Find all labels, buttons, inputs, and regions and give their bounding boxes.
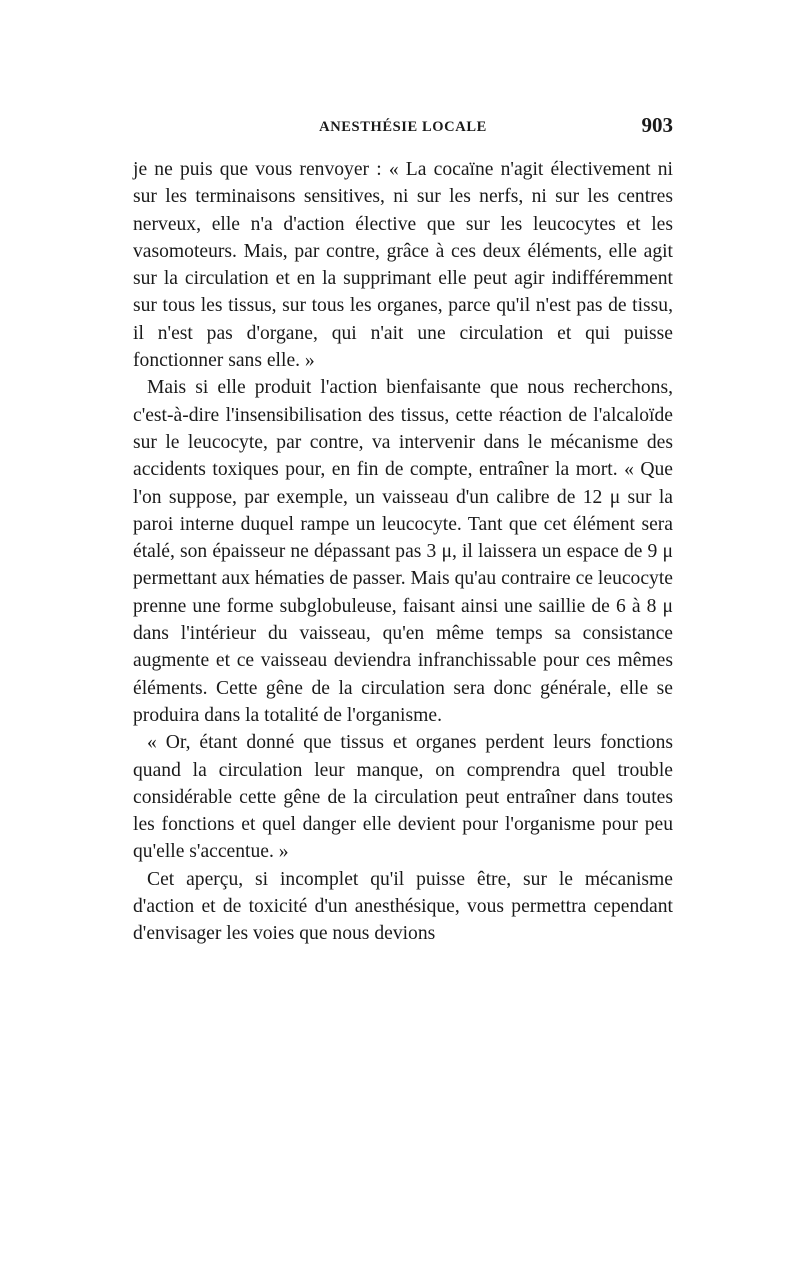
paragraph-leucocyte-mechanism: Mais si elle produit l'action bienfaisante que nous recherchons, c'est-à-dire l'insensibilisation des tissus, cette réaction de l'alcaloïde sur le leucocyte, par contre, va intervenir dans le mécanisme des accidents toxiques pour, en fin de compte, entraîner la mort. « Que l'on suppose, par exemple, un vaisseau d'un calibre de 12 μ sur la paroi interne duquel rampe un leucocyte. Tant que cet élément sera étalé, son épaisseur ne dépassant pas 3 μ, il laissera un espace de 9 μ permettant aux hématies de passer. Mais qu'au contraire ce leucocyte prenne une forme subglobuleuse, faisant ainsi une saillie de 6 à 8 μ dans l'intérieur du vaisseau, qu'en même temps sa consistance augmente et ce vaisseau deviendra infranchissable pour ces mêmes éléments. Cette gêne de la circulation sera donc générale, elle se produira dans la totalité de l'organisme. [133, 377, 673, 726]
body-text [133, 156, 673, 948]
paragraph-continuation: je ne puis que vous renvoyer : « La cocaïne n'agit électivement ni sur les terminaisons sensitives, ni sur les nerfs, ni sur les centres nerveux, elle n'a d'action élective que sur les leucocytes et les vasomoteurs. Mais, par contre, grâce à ces deux éléments, elle agit sur la circulation et en la supprimant elle peut agir indifféremment sur tous les tissus, sur tous les organes, parce qu'il n'est pas de tissu, il n'est pas d'organe, qui n'ait une circulation et qui puisse fonctionner sans elle. » [133, 159, 673, 372]
page-number: 903 [641, 113, 673, 137]
running-head [133, 113, 673, 143]
paragraph-conclusion: Cet aperçu, si incomplet qu'il puisse être, sur le mécanisme d'action et de toxicité d'un anesthésique, vous permettra cependant d'envisager les voies que nous devions [133, 868, 673, 945]
book-page [133, 113, 673, 948]
paragraph-circulation-consequence: « Or, étant donné que tissus et organes perdent leurs fonctions quand la circulation leur manque, on comprendra quel trouble considérable cette gêne de la circulation peut entraîner dans toutes les fonctions et quel danger elle devient pour l'organisme pour peu qu'elle s'accentue. » [133, 732, 673, 863]
running-title: ANESTHÉSIE LOCALE [319, 119, 487, 135]
